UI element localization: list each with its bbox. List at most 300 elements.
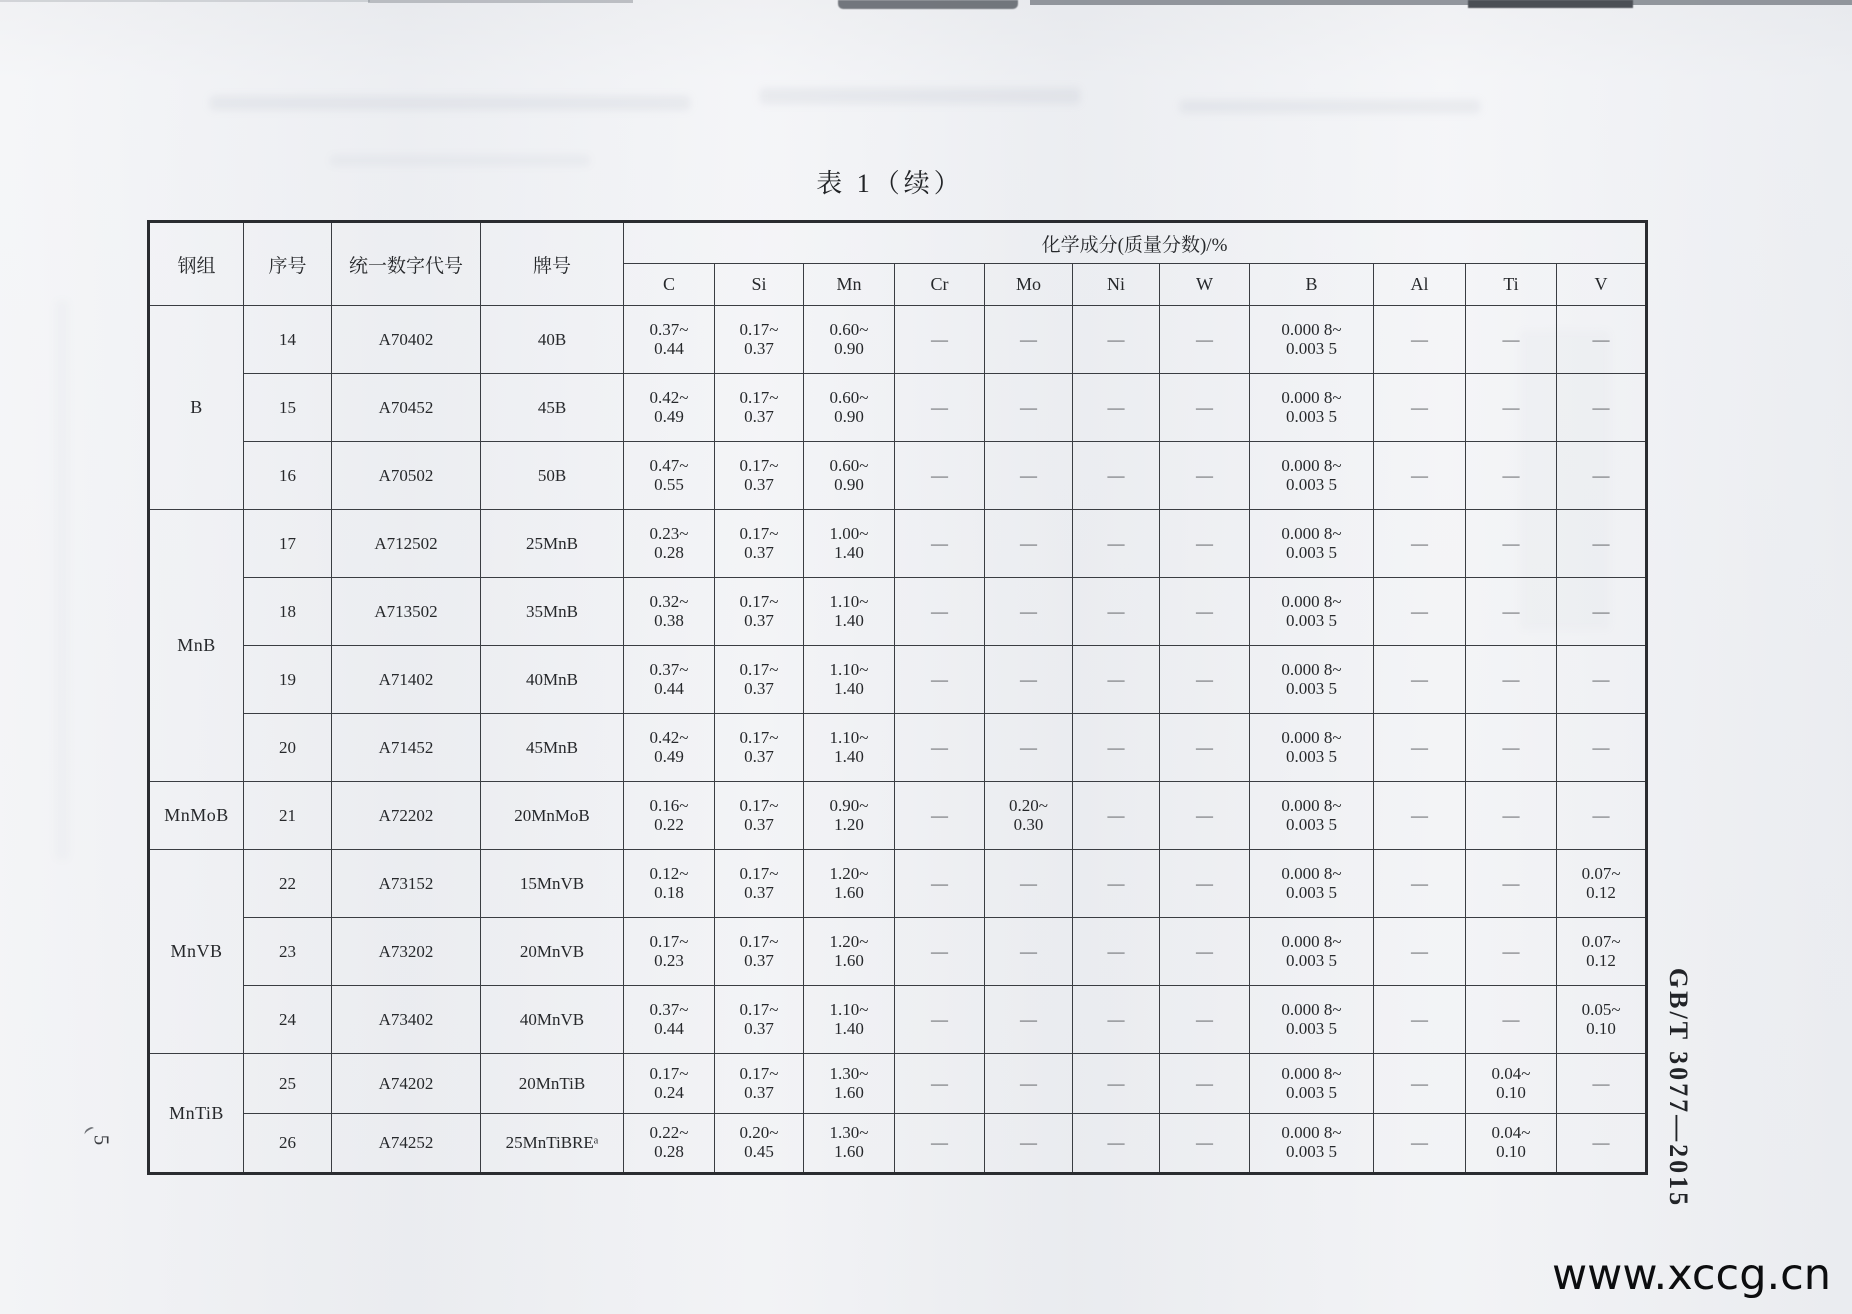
empty-dash: —	[931, 1133, 948, 1152]
value-line: 0.003 5	[1286, 1142, 1337, 1161]
table-row	[149, 306, 1647, 374]
value-cell	[985, 714, 1073, 782]
value-cell	[1073, 782, 1160, 850]
value-cell	[895, 306, 985, 374]
empty-dash: —	[1020, 941, 1037, 961]
value-cell	[1250, 986, 1374, 1054]
header-unified-code: 统一数字代号	[332, 222, 481, 306]
empty-dash: —	[1592, 533, 1610, 553]
empty-dash: —	[1411, 397, 1428, 417]
empty-dash: —	[1592, 1073, 1610, 1093]
empty-dash: —	[1020, 669, 1037, 689]
empty-dash: —	[1020, 1073, 1037, 1093]
grade-cell: 25MnTiBREᵃ	[481, 1114, 624, 1174]
empty-dash: —	[1592, 737, 1610, 757]
value-cell	[1374, 306, 1466, 374]
value-cell	[1073, 646, 1160, 714]
empty-dash: —	[1592, 601, 1610, 621]
empty-dash: —	[1411, 1073, 1428, 1093]
serial-cell: 19	[244, 646, 332, 714]
grade-cell: 40B	[481, 306, 624, 374]
scan-edge-artifact	[1030, 0, 1852, 5]
empty-dash: —	[1502, 329, 1520, 349]
value-line: 1.40	[834, 542, 864, 562]
value-cell	[895, 646, 985, 714]
value-line: 1.20~	[829, 931, 869, 951]
value-line: 0.003 5	[1286, 678, 1337, 698]
value-cell	[1160, 510, 1250, 578]
serial-cell: 26	[244, 1114, 332, 1174]
empty-dash: —	[1020, 329, 1037, 349]
value-cell	[624, 646, 715, 714]
code-cell: A73202	[332, 918, 481, 986]
value-line: 1.10~	[829, 727, 869, 747]
empty-dash: —	[1502, 397, 1520, 417]
empty-dash: —	[1411, 465, 1428, 485]
value-cell	[1160, 918, 1250, 986]
value-cell	[804, 714, 895, 782]
value-cell	[715, 1114, 804, 1174]
value-line: 0.90	[834, 406, 864, 426]
value-cell	[1160, 714, 1250, 782]
empty-dash: —	[1502, 601, 1520, 621]
value-line: 0.10	[1496, 1142, 1526, 1161]
value-line: 0.60~	[829, 319, 869, 339]
empty-dash: —	[1502, 941, 1520, 961]
empty-dash: —	[1196, 1133, 1213, 1152]
serial-cell: 24	[244, 986, 332, 1054]
value-cell	[1073, 714, 1160, 782]
value-cell	[895, 442, 985, 510]
empty-dash: —	[1107, 669, 1125, 689]
empty-dash: —	[1107, 873, 1125, 893]
value-cell	[1466, 306, 1557, 374]
serial-cell: 23	[244, 918, 332, 986]
grade-cell: 35MnB	[481, 578, 624, 646]
header-element-Mo: Mo	[985, 264, 1073, 306]
value-line: 0.44	[654, 678, 684, 698]
value-cell	[1160, 1114, 1250, 1174]
value-line: 0.12	[1586, 950, 1616, 970]
value-line: 1.10~	[829, 659, 869, 679]
value-cell	[1466, 1114, 1557, 1174]
empty-dash: —	[1411, 737, 1428, 757]
header-serial-no: 序号	[244, 222, 332, 306]
value-cell	[985, 986, 1073, 1054]
value-line: 0.37	[744, 474, 774, 494]
chemical-composition-table	[147, 220, 1648, 1175]
empty-dash: —	[1592, 397, 1610, 417]
grade-cell: 40MnVB	[481, 986, 624, 1054]
header-element-Ni: Ni	[1073, 264, 1160, 306]
value-cell	[1374, 1054, 1466, 1114]
value-cell	[985, 442, 1073, 510]
value-line: 1.20	[834, 814, 864, 834]
value-cell	[1160, 306, 1250, 374]
table-row	[149, 578, 1647, 646]
value-cell	[985, 1114, 1073, 1174]
table-row	[149, 714, 1647, 782]
value-line: 1.10~	[829, 591, 869, 611]
empty-dash: —	[931, 737, 948, 757]
value-cell	[895, 714, 985, 782]
empty-dash: —	[1592, 805, 1610, 825]
value-line: 0.17~	[739, 523, 779, 543]
empty-dash: —	[1411, 805, 1428, 825]
value-line: 1.40	[834, 1018, 864, 1038]
empty-dash: —	[931, 1073, 948, 1093]
empty-dash: —	[931, 941, 948, 961]
value-cell	[1374, 510, 1466, 578]
header-chemical-composition: 化学成分(质量分数)/%	[624, 222, 1647, 264]
empty-dash: —	[1107, 329, 1125, 349]
empty-dash: —	[1196, 737, 1213, 757]
value-line: 0.37~	[649, 319, 689, 339]
empty-dash: —	[1020, 873, 1037, 893]
bleed-through-ghost	[55, 300, 69, 860]
value-cell	[804, 850, 895, 918]
value-cell	[1160, 578, 1250, 646]
bleed-through-ghost	[1180, 100, 1480, 113]
value-cell	[1073, 1054, 1160, 1114]
value-cell	[1250, 306, 1374, 374]
empty-dash: —	[931, 805, 948, 825]
steel-group-cell: MnB	[149, 510, 244, 782]
value-line: 0.22	[654, 814, 684, 834]
value-cell	[715, 646, 804, 714]
value-cell	[895, 850, 985, 918]
value-line: 0.000 8~	[1281, 523, 1342, 543]
value-line: 0.17~	[739, 727, 779, 747]
value-line: 0.23	[654, 950, 684, 970]
value-line: 0.05~	[1581, 999, 1621, 1019]
value-line: 0.003 5	[1286, 338, 1337, 358]
value-cell	[1557, 782, 1647, 850]
empty-dash: —	[1196, 329, 1213, 349]
value-line: 0.37~	[649, 659, 689, 679]
value-cell	[804, 578, 895, 646]
empty-dash: —	[1411, 1133, 1428, 1152]
value-cell	[804, 442, 895, 510]
code-cell: A71452	[332, 714, 481, 782]
value-cell	[1374, 714, 1466, 782]
empty-dash: —	[1411, 329, 1428, 349]
value-line: 0.003 5	[1286, 1018, 1337, 1038]
empty-dash: —	[1107, 397, 1125, 417]
empty-dash: —	[1592, 465, 1610, 485]
serial-cell: 21	[244, 782, 332, 850]
code-cell: A70402	[332, 306, 481, 374]
value-line: 0.38	[654, 610, 684, 630]
value-cell	[1466, 782, 1557, 850]
value-line: 0.000 8~	[1281, 1123, 1342, 1143]
value-line: 1.30~	[829, 1063, 869, 1083]
value-cell	[1466, 918, 1557, 986]
empty-dash: —	[1411, 601, 1428, 621]
empty-dash: —	[1411, 533, 1428, 553]
value-line: 0.60~	[829, 455, 869, 475]
value-line: 0.003 5	[1286, 542, 1337, 562]
value-line: 0.17~	[739, 387, 779, 407]
value-line: 0.17~	[739, 319, 779, 339]
value-cell	[1557, 646, 1647, 714]
value-cell	[624, 306, 715, 374]
value-line: 0.000 8~	[1281, 863, 1342, 883]
empty-dash: —	[1020, 533, 1037, 553]
value-cell	[1374, 986, 1466, 1054]
empty-dash: —	[1020, 465, 1037, 485]
empty-dash: —	[1411, 941, 1428, 961]
grade-cell: 20MnTiB	[481, 1054, 624, 1114]
value-cell	[624, 374, 715, 442]
serial-cell: 18	[244, 578, 332, 646]
bleed-through-ghost	[330, 155, 590, 166]
value-line: 0.12~	[649, 863, 689, 883]
value-cell	[1250, 714, 1374, 782]
header-element-Cr: Cr	[895, 264, 985, 306]
empty-dash: —	[1592, 669, 1610, 689]
value-line: 0.37	[744, 882, 774, 902]
steel-group-cell: MnMoB	[149, 782, 244, 850]
value-cell	[1073, 510, 1160, 578]
empty-dash: —	[1020, 737, 1037, 757]
value-cell	[1160, 850, 1250, 918]
value-line: 0.000 8~	[1281, 659, 1342, 679]
grade-cell: 50B	[481, 442, 624, 510]
code-cell: A74252	[332, 1114, 481, 1174]
table-row	[149, 918, 1647, 986]
value-cell	[985, 646, 1073, 714]
table-row	[149, 1054, 1647, 1114]
value-cell	[985, 850, 1073, 918]
value-cell	[895, 1054, 985, 1114]
value-line: 0.37	[744, 406, 774, 426]
empty-dash: —	[1502, 465, 1520, 485]
value-line: 0.000 8~	[1281, 795, 1342, 815]
value-line: 0.04~	[1491, 1063, 1531, 1083]
value-line: 0.45	[744, 1142, 774, 1161]
value-line: 1.60	[834, 1142, 864, 1161]
value-line: 0.49	[654, 406, 684, 426]
value-line: 0.44	[654, 1018, 684, 1038]
value-line: 0.18	[654, 882, 684, 902]
header-element-Mn: Mn	[804, 264, 895, 306]
value-line: 0.12	[1586, 882, 1616, 902]
value-cell	[624, 782, 715, 850]
table-row	[149, 510, 1647, 578]
value-cell	[895, 986, 985, 1054]
empty-dash: —	[1411, 669, 1428, 689]
value-cell	[985, 510, 1073, 578]
value-cell	[1073, 1114, 1160, 1174]
value-cell	[1466, 510, 1557, 578]
empty-dash: —	[1196, 397, 1213, 417]
value-cell	[804, 986, 895, 1054]
page-number: 5	[89, 1134, 114, 1146]
value-line: 0.42~	[649, 727, 689, 747]
value-cell	[985, 578, 1073, 646]
grade-cell: 45MnB	[481, 714, 624, 782]
header-element-B: B	[1250, 264, 1374, 306]
grade-cell: 15MnVB	[481, 850, 624, 918]
value-line: 0.37	[744, 814, 774, 834]
value-cell	[715, 510, 804, 578]
value-line: 0.90~	[829, 795, 869, 815]
value-line: 0.17~	[739, 1063, 779, 1083]
value-line: 0.17~	[739, 659, 779, 679]
value-cell	[624, 986, 715, 1054]
value-cell	[1250, 850, 1374, 918]
header-steel-group: 钢组	[149, 222, 244, 306]
value-cell	[1374, 1114, 1466, 1174]
table-body	[149, 306, 1647, 1174]
value-cell	[1557, 374, 1647, 442]
value-line: 1.20~	[829, 863, 869, 883]
value-line: 0.47~	[649, 455, 689, 475]
value-line: 0.49	[654, 746, 684, 766]
value-cell	[1250, 646, 1374, 714]
value-line: 0.17~	[739, 863, 779, 883]
value-cell	[715, 986, 804, 1054]
watermark-url: www.xccg.cn	[1552, 1250, 1832, 1300]
value-line: 1.00~	[829, 523, 869, 543]
value-line: 0.24	[654, 1082, 684, 1102]
value-line: 0.003 5	[1286, 950, 1337, 970]
value-cell	[1557, 306, 1647, 374]
empty-dash: —	[931, 669, 948, 689]
value-line: 0.17~	[649, 931, 689, 951]
table-header	[149, 222, 1647, 306]
empty-dash: —	[931, 1009, 948, 1029]
value-line: 0.22~	[649, 1123, 689, 1143]
table-title: 表 1（续）	[816, 169, 964, 198]
value-cell	[1073, 986, 1160, 1054]
value-cell	[1557, 850, 1647, 918]
value-line: 0.17~	[739, 795, 779, 815]
code-cell: A73402	[332, 986, 481, 1054]
value-cell	[1466, 714, 1557, 782]
value-cell	[624, 1114, 715, 1174]
value-cell	[624, 442, 715, 510]
value-cell	[1374, 374, 1466, 442]
bleed-through-ghost	[210, 96, 690, 110]
scan-edge-artifact	[1468, 0, 1633, 8]
empty-dash: —	[931, 533, 948, 553]
table-row	[149, 442, 1647, 510]
value-cell	[1466, 646, 1557, 714]
empty-dash: —	[1502, 873, 1520, 893]
value-cell	[1557, 986, 1647, 1054]
value-line: 0.20~	[1009, 795, 1048, 815]
grade-cell: 25MnB	[481, 510, 624, 578]
header-element-Si: Si	[715, 264, 804, 306]
value-cell	[1557, 510, 1647, 578]
value-cell	[1250, 1054, 1374, 1114]
empty-dash: —	[1107, 941, 1125, 961]
empty-dash: —	[1107, 1073, 1125, 1093]
value-line: 0.90	[834, 474, 864, 494]
empty-dash: —	[1411, 1009, 1428, 1029]
value-line: 0.07~	[1581, 863, 1621, 883]
value-cell	[1250, 442, 1374, 510]
value-cell	[1250, 510, 1374, 578]
value-cell	[1073, 374, 1160, 442]
scan-edge-artifact	[368, 0, 633, 3]
value-line: 0.000 8~	[1281, 999, 1342, 1019]
code-cell: A74202	[332, 1054, 481, 1114]
code-cell: A70452	[332, 374, 481, 442]
value-line: 0.000 8~	[1281, 727, 1342, 747]
empty-dash: —	[1502, 805, 1520, 825]
empty-dash: —	[1107, 805, 1125, 825]
value-cell	[1466, 374, 1557, 442]
serial-cell: 14	[244, 306, 332, 374]
empty-dash: —	[1107, 601, 1125, 621]
empty-dash: —	[1196, 1009, 1213, 1029]
empty-dash: —	[1107, 1009, 1125, 1029]
value-line: 0.30	[1013, 814, 1044, 834]
value-line: 0.20~	[739, 1123, 779, 1143]
value-cell	[1073, 306, 1160, 374]
value-line: 0.003 5	[1286, 882, 1337, 902]
value-cell	[804, 646, 895, 714]
value-cell	[715, 714, 804, 782]
value-cell	[895, 374, 985, 442]
header-element-Al: Al	[1374, 264, 1466, 306]
code-cell: A712502	[332, 510, 481, 578]
empty-dash: —	[1196, 465, 1213, 485]
value-line: 1.40	[834, 746, 864, 766]
value-cell	[895, 578, 985, 646]
value-line: 0.10	[1586, 1018, 1616, 1038]
table-row	[149, 374, 1647, 442]
value-line: 0.003 5	[1286, 474, 1337, 494]
value-cell	[1466, 850, 1557, 918]
value-cell	[1250, 374, 1374, 442]
header-element-W: W	[1160, 264, 1250, 306]
value-line: 0.10	[1496, 1082, 1526, 1102]
empty-dash: —	[1020, 1009, 1037, 1029]
value-line: 0.28	[654, 542, 684, 562]
value-cell	[985, 782, 1073, 850]
value-line: 0.003 5	[1286, 746, 1337, 766]
table-row	[149, 850, 1647, 918]
empty-dash: —	[1107, 737, 1125, 757]
value-cell	[804, 1114, 895, 1174]
value-cell	[1073, 850, 1160, 918]
value-cell	[1160, 374, 1250, 442]
value-line: 1.30~	[829, 1123, 869, 1143]
value-line: 0.37	[744, 542, 774, 562]
value-cell	[624, 510, 715, 578]
value-line: 0.003 5	[1286, 1082, 1337, 1102]
value-line: 1.10~	[829, 999, 869, 1019]
empty-dash: —	[1502, 533, 1520, 553]
value-cell	[1374, 646, 1466, 714]
code-cell: A70502	[332, 442, 481, 510]
value-line: 0.37	[744, 1018, 774, 1038]
value-line: 0.17~	[739, 591, 779, 611]
serial-cell: 20	[244, 714, 332, 782]
value-line: 0.23~	[649, 523, 689, 543]
grade-cell: 40MnB	[481, 646, 624, 714]
empty-dash: —	[1196, 533, 1213, 553]
code-cell: A72202	[332, 782, 481, 850]
value-line: 0.000 8~	[1281, 319, 1342, 339]
empty-dash: —	[931, 873, 948, 893]
value-line: 0.003 5	[1286, 814, 1337, 834]
value-cell	[985, 1054, 1073, 1114]
